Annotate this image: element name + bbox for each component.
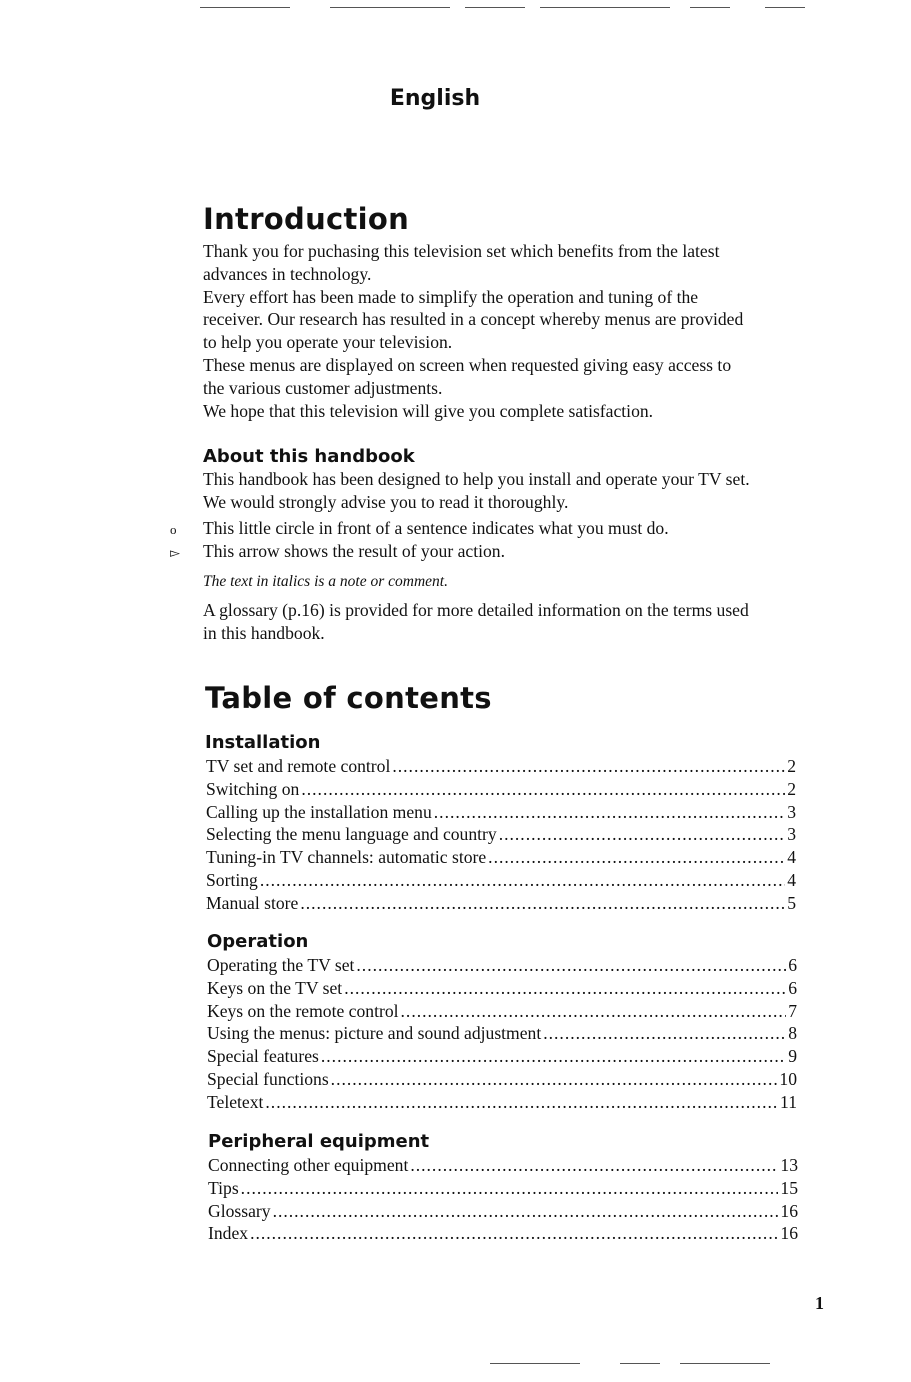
toc-entry-label: Selecting the menu language and country xyxy=(206,824,497,845)
intro-line: Thank you for puchasing this television set which benefits from the latest xyxy=(203,241,720,261)
toc-entry-label: TV set and remote control xyxy=(206,756,391,776)
toc-entry[interactable] xyxy=(206,778,796,801)
toc-leader xyxy=(488,846,785,869)
toc-heading-peripheral: Peripheral equipment xyxy=(208,1131,430,1152)
toc-leader xyxy=(392,755,785,778)
scan-artifact-bottom xyxy=(0,1362,911,1366)
scan-artifact-top xyxy=(0,6,911,10)
toc-list-peripheral xyxy=(208,1154,798,1245)
toc-entry-page: 15 xyxy=(780,1177,798,1198)
toc-leader xyxy=(241,1177,779,1200)
toc-entry-label: Sorting xyxy=(206,869,258,890)
handbook-line: This handbook has been designed to help you install and operate your TV set. xyxy=(203,469,750,489)
intro-line: receiver. Our research has resulted in a concept whereby menus are provided xyxy=(203,309,744,330)
toc-entry[interactable] xyxy=(207,1000,797,1023)
toc-entry-label: Tips xyxy=(208,1177,239,1198)
toc-entry[interactable] xyxy=(208,1222,798,1245)
toc-entry[interactable] xyxy=(206,846,796,869)
handbook-title: About this handbook xyxy=(203,446,415,467)
toc-leader xyxy=(300,892,785,915)
toc-entry[interactable] xyxy=(207,1068,797,1091)
toc-entry[interactable] xyxy=(206,892,796,915)
toc-entry-label: Keys on the TV set xyxy=(207,977,343,998)
toc-entry-page: 10 xyxy=(779,1068,797,1089)
toc-entry[interactable] xyxy=(208,1200,798,1223)
intro-line: We hope that this television will give you complete satisfaction. xyxy=(203,400,654,421)
toc-entry-page: 7 xyxy=(788,1000,797,1021)
toc-list-operation xyxy=(207,954,797,1114)
toc-leader xyxy=(543,1022,786,1045)
glossary-note xyxy=(203,599,823,645)
toc-entry-label: Switching on xyxy=(206,778,300,799)
toc-leader xyxy=(434,801,785,824)
toc-entry[interactable] xyxy=(206,755,796,778)
toc-entry-page: 5 xyxy=(787,892,796,913)
toc-entry-label: Special features xyxy=(207,1046,319,1067)
circle-instruction xyxy=(170,517,810,542)
circle-icon: o xyxy=(170,522,177,537)
intro-line: the various customer adjustments. xyxy=(203,377,443,398)
toc-entry[interactable] xyxy=(208,1177,798,1200)
toc-heading-operation: Operation xyxy=(207,931,309,952)
toc-entry[interactable] xyxy=(206,823,796,846)
toc-leader xyxy=(499,823,786,846)
toc-entry[interactable] xyxy=(207,1091,797,1114)
toc-entry-page: 4 xyxy=(787,847,796,868)
toc-entry-label: Special functions xyxy=(207,1068,329,1089)
toc-entry-label: Glossary xyxy=(208,1200,271,1221)
toc-entry-label: Using the menus: picture and sound adjustment xyxy=(207,1023,542,1044)
toc-entry-page: 4 xyxy=(787,869,796,890)
toc-entry[interactable] xyxy=(207,977,797,1000)
toc-leader xyxy=(410,1154,778,1177)
toc-entry-page: 3 xyxy=(787,801,796,822)
toc-entry-page: 2 xyxy=(787,756,796,776)
introduction-title: Introduction xyxy=(203,202,410,236)
toc-title: Table of contents xyxy=(205,681,492,715)
toc-leader xyxy=(344,977,786,1000)
toc-entry-page: 2 xyxy=(787,778,796,799)
intro-line: Every effort has been made to simplify the operation and tuning of the xyxy=(203,286,699,307)
toc-entry[interactable] xyxy=(206,869,796,892)
toc-entry[interactable] xyxy=(208,1154,798,1177)
toc-heading-installation: Installation xyxy=(205,732,321,753)
glossary-line: A glossary (p.16) is provided for more detailed information on the terms used xyxy=(203,600,749,620)
intro-line: advances in technology. xyxy=(203,263,372,284)
toc-entry-page: 16 xyxy=(780,1223,798,1244)
toc-entry-page: 8 xyxy=(788,1023,797,1044)
toc-leader xyxy=(260,869,785,892)
toc-leader xyxy=(301,778,785,801)
toc-entry[interactable] xyxy=(207,1045,797,1068)
toc-entry[interactable] xyxy=(207,1022,797,1045)
italic-note: The text in italics is a note or comment. xyxy=(203,573,448,590)
toc-leader xyxy=(401,1000,787,1023)
language-heading: English xyxy=(389,86,481,111)
intro-line: These menus are displayed on screen when requested giving easy access to xyxy=(203,354,732,375)
toc-entry-page: 13 xyxy=(780,1155,798,1175)
toc-entry-label: Teletext xyxy=(207,1091,264,1112)
toc-leader xyxy=(250,1222,778,1245)
toc-entry-page: 6 xyxy=(788,977,797,998)
toc-leader xyxy=(265,1091,778,1114)
toc-entry[interactable] xyxy=(207,954,797,977)
toc-leader xyxy=(331,1068,778,1091)
toc-entry-label: Operating the TV set xyxy=(207,955,355,975)
toc-entry-page: 16 xyxy=(780,1200,798,1221)
toc-entry-label: Keys on the remote control xyxy=(207,1000,399,1021)
handbook-line: We would strongly advise you to read it thoroughly. xyxy=(203,491,569,512)
toc-entry-label: Tuning-in TV channels: automatic store xyxy=(206,847,487,868)
toc-entry-page: 11 xyxy=(780,1091,797,1112)
toc-entry-page: 6 xyxy=(788,955,797,975)
toc-entry-label: Calling up the installation menu xyxy=(206,801,432,822)
toc-entry-page: 3 xyxy=(787,824,796,845)
page-number: 1 xyxy=(815,1293,824,1313)
toc-leader xyxy=(273,1200,779,1223)
toc-entry-label: Index xyxy=(208,1223,249,1244)
toc-entry-label: Connecting other equipment xyxy=(208,1155,409,1175)
toc-entry[interactable] xyxy=(206,801,796,824)
glossary-line: in this handbook. xyxy=(203,622,325,643)
arrow-instruction xyxy=(170,540,810,565)
toc-entry-label: Manual store xyxy=(206,892,299,913)
arrow-icon: ▻ xyxy=(170,545,180,560)
introduction-body xyxy=(203,240,823,422)
handbook-body xyxy=(203,468,823,514)
arrow-instruction-text: This arrow shows the result of your action. xyxy=(203,541,505,561)
toc-entry-page: 9 xyxy=(788,1046,797,1067)
circle-instruction-text: This little circle in front of a sentence indicates what you must do. xyxy=(203,518,669,538)
toc-leader xyxy=(356,954,786,977)
toc-leader xyxy=(321,1045,786,1068)
intro-line: to help you operate your television. xyxy=(203,332,453,353)
toc-list-installation xyxy=(206,755,796,915)
